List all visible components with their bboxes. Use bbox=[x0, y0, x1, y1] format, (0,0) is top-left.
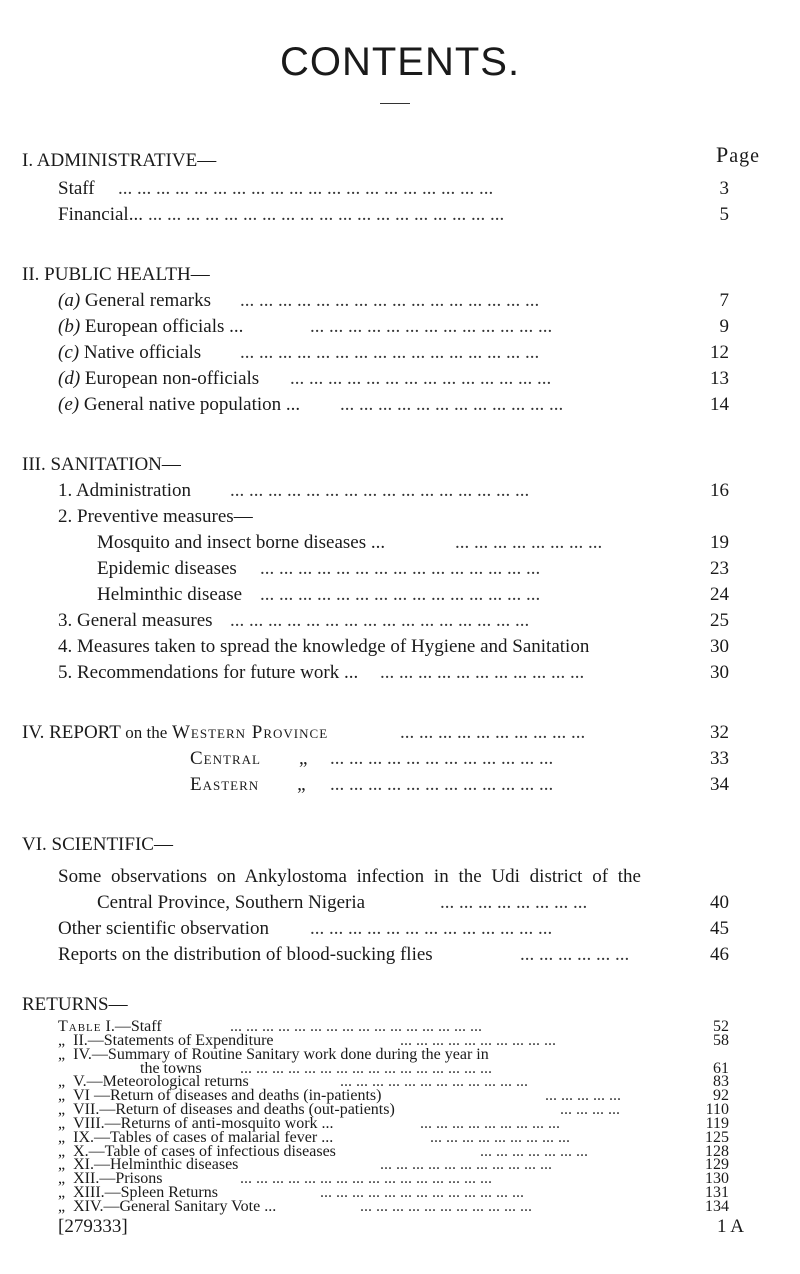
leader-dots: ... ... ... ... ... ... ... ... ... ... ... bbox=[380, 662, 585, 683]
leader-dots: ... ... ... ... ... ... ... ... ... ... ... ... ... ... ... ... bbox=[240, 342, 540, 363]
leader-dots: ... ... ... ... ... ... ... ... ... ... ... ... ... bbox=[310, 316, 553, 337]
toc-entry[interactable] bbox=[0, 890, 800, 916]
entry-label: the towns bbox=[140, 1059, 202, 1077]
entry-label: „ IX.—Tables of cases of malarial fever ... bbox=[58, 1128, 334, 1146]
entry-label: Central Province, Southern Nigeria bbox=[97, 892, 366, 913]
toc-entry[interactable] bbox=[0, 772, 800, 798]
entry-page: 110 bbox=[705, 1101, 729, 1119]
entry-page: 16 bbox=[710, 480, 729, 501]
entry-label: 2. Preventive measures— bbox=[58, 506, 253, 527]
entry-page: 7 bbox=[719, 290, 729, 311]
entry-label: Eastern „ bbox=[190, 774, 306, 795]
leader-dots: ... ... ... ... ... ... ... ... bbox=[455, 532, 603, 553]
entry-page: 125 bbox=[705, 1128, 729, 1146]
entry-label: 3. General measures bbox=[58, 610, 213, 631]
print-code: [279333] bbox=[58, 1216, 128, 1237]
toc-entry[interactable] bbox=[0, 916, 800, 942]
leader-dots: ... ... ... ... ... ... ... ... ... ... ... ... bbox=[330, 748, 554, 769]
toc-entry[interactable] bbox=[0, 530, 800, 556]
toc-entry[interactable] bbox=[0, 478, 800, 504]
entry-label: Epidemic diseases bbox=[97, 558, 237, 579]
toc-entry[interactable] bbox=[0, 746, 800, 772]
entry-label: (c) Native officials bbox=[58, 342, 202, 363]
toc-entry[interactable] bbox=[0, 634, 800, 660]
leader-dots: ... ... ... ... ... ... ... ... bbox=[440, 892, 588, 913]
entry-page: 32 bbox=[710, 722, 729, 743]
leader-dots: ... ... ... ... ... ... ... ... ... ... ... bbox=[360, 1200, 532, 1214]
entry-page: 92 bbox=[713, 1087, 729, 1105]
leader-dots: ... ... ... ... ... ... bbox=[520, 944, 630, 965]
entry-label: Table I.—Staff bbox=[58, 1018, 162, 1035]
entry-page: 83 bbox=[713, 1073, 729, 1091]
toc-entry[interactable] bbox=[0, 660, 800, 686]
toc-entry[interactable] bbox=[0, 366, 800, 392]
leader-dots: ... ... ... ... ... ... ... ... ... ... bbox=[400, 1033, 556, 1048]
leader-dots: ... ... ... ... bbox=[560, 1103, 620, 1117]
entry-page: 46 bbox=[710, 944, 729, 965]
leader-dots: ... ... ... ... ... ... ... ... ... ... ... ... ... ... ... ... bbox=[230, 480, 530, 501]
entry-label: Other scientific observation bbox=[58, 918, 270, 939]
entry-page: 12 bbox=[710, 342, 729, 363]
toc-entry[interactable] bbox=[0, 288, 800, 314]
entry-page: 13 bbox=[710, 368, 729, 389]
toc-entry[interactable] bbox=[0, 392, 800, 418]
entry-label: „ XIII.—Spleen Returns bbox=[58, 1184, 218, 1202]
entry-page: 19 bbox=[710, 532, 729, 553]
leader-dots: ... ... ... ... ... ... ... ... ... ... ... ... ... bbox=[320, 1186, 524, 1200]
toc-entry[interactable] bbox=[0, 942, 800, 968]
toc-entry[interactable] bbox=[0, 608, 800, 634]
entry-page: 61 bbox=[713, 1059, 729, 1077]
entry-label: (b) European officials ... bbox=[58, 316, 244, 337]
signature-mark: 1 A bbox=[717, 1216, 744, 1237]
toc-entry[interactable] bbox=[0, 314, 800, 340]
toc-entry[interactable] bbox=[0, 582, 800, 608]
entry-label: Helminthic disease bbox=[97, 584, 243, 605]
leader-dots: ... ... ... ... ... ... ... ... ... ... ... ... ... ... ... ... ... ... ... ... bbox=[118, 178, 494, 199]
leader-dots: ... ... ... ... ... ... ... ... ... ... ... ... bbox=[330, 774, 554, 795]
leader-dots: ... ... ... ... ... ... ... ... ... ... bbox=[400, 722, 586, 743]
entry-page: 23 bbox=[710, 558, 729, 579]
leader-dots: ... ... ... ... ... ... ... ... ... ... ... ... bbox=[340, 1075, 528, 1090]
entry-page: 3 bbox=[719, 178, 729, 199]
page-column-heading: Page bbox=[716, 142, 761, 167]
entry-page: 119 bbox=[705, 1114, 729, 1132]
section-heading-administrative: I. ADMINISTRATIVE— bbox=[22, 150, 217, 171]
entry-page: 24 bbox=[710, 584, 729, 605]
entry-label: IV. REPORT on the Western Province bbox=[22, 722, 329, 743]
leader-dots: ... ... ... ... ... ... ... ... ... ... ... ... ... ... ... ... bbox=[230, 610, 530, 631]
entry-label: Central „ bbox=[190, 748, 308, 769]
toc-entry[interactable] bbox=[0, 1200, 800, 1214]
entry-page: 30 bbox=[710, 662, 729, 683]
entry-page: 130 bbox=[705, 1170, 729, 1188]
entry-label: „ VIII.—Returns of anti-mosquito work ... bbox=[58, 1114, 334, 1132]
entry-label: Financial... bbox=[58, 204, 143, 225]
leader-dots: ... ... ... ... ... ... ... ... ... ... ... ... ... ... bbox=[290, 368, 552, 389]
leader-dots: ... ... ... ... ... bbox=[545, 1089, 621, 1104]
entry-page: 58 bbox=[713, 1031, 729, 1049]
entry-label: „ II.—Statements of Expenditure bbox=[58, 1031, 274, 1049]
entry-label: „ V.—Meteorological returns bbox=[58, 1073, 249, 1091]
entry-label: (e) General native population ... bbox=[58, 394, 301, 415]
leader-dots: ... ... ... ... ... ... ... ... ... bbox=[420, 1116, 560, 1131]
toc-entry bbox=[0, 1045, 800, 1063]
entry-label: (d) European non-officials bbox=[58, 368, 260, 389]
leader-dots: ... ... ... ... ... ... ... ... ... ... ... ... ... bbox=[310, 918, 553, 939]
title-rule bbox=[380, 103, 410, 104]
leader-dots: ... ... ... ... ... ... ... ... ... ... ... ... ... ... ... ... bbox=[230, 1020, 482, 1034]
toc-entry[interactable] bbox=[0, 202, 800, 228]
page-title: CONTENTS. bbox=[279, 40, 521, 84]
entry-label: „ VI —Return of diseases and deaths (in-patients) bbox=[58, 1087, 382, 1105]
section-heading-public-health: II. PUBLIC HEALTH— bbox=[22, 264, 210, 285]
entry-label: Reports on the distribution of blood-sucking flies bbox=[58, 944, 433, 965]
leader-dots: ... ... ... ... ... ... ... ... ... ... ... ... ... ... ... ... bbox=[240, 1172, 492, 1187]
entry-page: 128 bbox=[705, 1142, 729, 1160]
leader-dots: ... ... ... ... ... ... ... ... ... ... ... ... ... ... ... ... bbox=[240, 290, 540, 311]
entry-page: 45 bbox=[710, 918, 729, 939]
leader-dots: ... ... ... ... ... ... ... ... ... ... ... ... ... ... ... bbox=[260, 558, 541, 579]
toc-entry[interactable] bbox=[0, 720, 800, 746]
leader-dots: ... ... ... ... ... ... ... ... ... ... ... bbox=[380, 1158, 552, 1173]
entry-page: 52 bbox=[713, 1018, 729, 1035]
entry-label: „ X.—Table of cases of infectious diseases bbox=[58, 1142, 336, 1160]
toc-entry[interactable] bbox=[0, 556, 800, 582]
section-heading-sanitation: III. SANITATION— bbox=[22, 454, 181, 475]
entry-label: 5. Recommendations for future work ... bbox=[58, 662, 359, 683]
leader-dots: ... ... ... ... ... ... ... bbox=[480, 1144, 588, 1159]
entry-label: „ VII.—Return of diseases and deaths (out-patients) bbox=[58, 1101, 395, 1119]
leader-dots: ... ... ... ... ... ... ... ... ... ... ... ... bbox=[340, 394, 564, 415]
entry-label: Mosquito and insect borne diseases ... bbox=[97, 532, 386, 553]
entry-page: 40 bbox=[710, 892, 729, 913]
entry-label: „ XII.—Prisons bbox=[58, 1170, 163, 1188]
toc-entry[interactable] bbox=[0, 340, 800, 366]
entry-label: „ XI.—Helminthic diseases bbox=[58, 1156, 239, 1174]
entry-page: 134 bbox=[705, 1198, 729, 1215]
entry-page: 25 bbox=[710, 610, 729, 631]
entry-label: Staff bbox=[58, 178, 95, 199]
entry-label: 1. Administration bbox=[58, 480, 191, 501]
toc-entry[interactable] bbox=[0, 176, 800, 202]
entry-label: (a) General remarks bbox=[58, 290, 211, 311]
toc-entry bbox=[0, 864, 800, 890]
entry-page: 33 bbox=[710, 748, 729, 769]
section-heading-scientific: VI. SCIENTIFIC— bbox=[22, 834, 173, 855]
entry-page: 9 bbox=[719, 316, 729, 337]
entry-label: Some observations on Ankylostoma infection in the Udi district of the bbox=[58, 866, 641, 887]
entry-label: „ XIV.—General Sanitary Vote ... bbox=[58, 1198, 277, 1215]
entry-label: „ IV.—Summary of Routine Sanitary work done during the year in bbox=[58, 1045, 489, 1063]
leader-dots: ... ... ... ... ... ... ... ... ... bbox=[430, 1130, 570, 1145]
entry-label: 4. Measures taken to spread the knowledge of Hygiene and Sanitation bbox=[58, 636, 590, 657]
entry-page: 129 bbox=[705, 1156, 729, 1174]
leader-dots: ... ... ... ... ... ... ... ... ... ... ... ... ... ... ... bbox=[260, 584, 541, 605]
leader-dots: ... ... ... ... ... ... ... ... ... ... ... ... ... ... ... ... bbox=[240, 1061, 492, 1076]
entry-page: 131 bbox=[705, 1184, 729, 1202]
entry-page: 5 bbox=[719, 204, 729, 225]
entry-page: 34 bbox=[710, 774, 729, 795]
toc-entry bbox=[0, 504, 800, 530]
section-heading-returns: RETURNS— bbox=[22, 994, 128, 1015]
leader-dots: ... ... ... ... ... ... ... ... ... ... ... ... ... ... ... ... ... ... ... bbox=[148, 204, 505, 225]
entry-page: 14 bbox=[710, 394, 729, 415]
entry-page: 30 bbox=[710, 636, 729, 657]
